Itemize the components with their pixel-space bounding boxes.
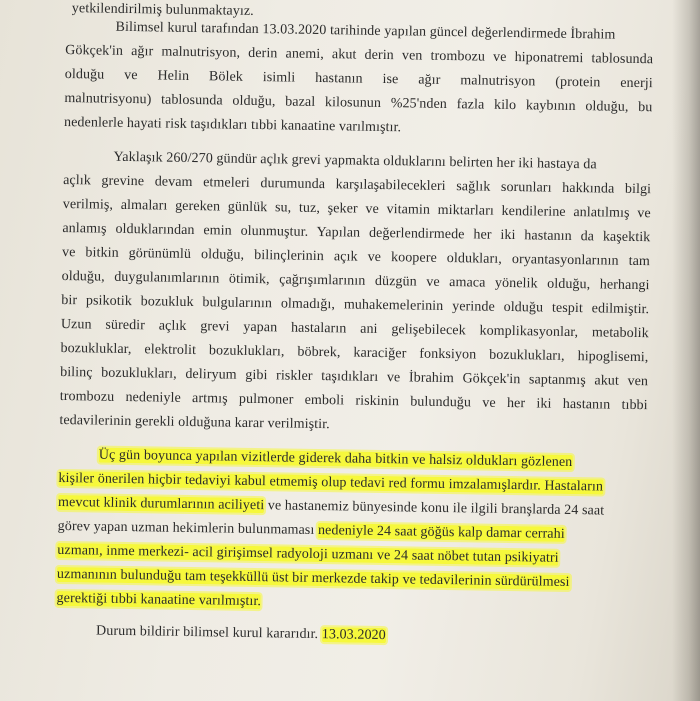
text-line: ve bitkin görünümlü olduğu, bilinçlerinin açık ve koopere oldukları, oryantasyonlarının tam [61,244,651,270]
text-line: Bilimsel kurul tarafından 13.03.2020 tarihinde yapılan güncel değerlendirmede İbrahim [115,19,616,43]
text-line: yetkilendirilmiş bulunmaktayız. [71,1,254,19]
document-text [56,0,656,644]
text-line: bozukluklar, elektrolit bozuklukları, böbrek, karaciğer fonksiyon bozuklukları, hipoglisemi, [60,340,649,366]
highlighted-text-line [99,447,573,472]
highlighted-text-line [58,470,603,497]
highlighted-text-line [57,566,570,592]
text-line: trombozu nedeniyle artmış pulmoner emboli riskinin bulunduğu ve her iki hastanın tıbbi [59,388,648,414]
text-line: Gökçek'in ağır malnutrisyon, derin anemi, akut derin ven trombozu ve hiponatremi tablosunda [65,42,654,68]
text-line: olduğu, duygulanımlarının ötimik, çağrışımlarının düzgün ve amaca yönelik olduğu, herhangi [61,268,650,294]
highlighted-text: gerektiği tıbbi kanaatine varılmıştır. [56,590,262,610]
page-edge-shadow [672,0,700,701]
text-line: verilmiş, almaları gereken günlük su, tuz, şeker ve vitamin miktarları kendilerine anlatılmış ve [62,196,651,222]
text-line: malnutrisyonu) tablosunda olduğu, bazal kilosunun %25'nden fazla kilo kaybının olduğu, bu [64,90,653,116]
plain-text: görev yapan uzman hekimlerin bulunmaması [57,518,319,539]
highlighted-text-line [58,518,565,544]
text-line: nedenlerle hayati risk taşıdıkları tıbbi kanaatine varılmıştır. [63,114,402,136]
highlighted-text: mevcut klinik durumlarının aciliyeti [57,494,265,514]
plain-text: Durum bildirir bilimsel kurul kararıdır. [95,623,322,643]
text-line: bilinç bozuklukları, deliryum gibi riskler taşıdıkları ve İbrahim Gökçek'in saptanmış akut ven [60,364,649,390]
highlighted-text: kişiler önerilen hiçbir tedaviyi kabul etmemiş olup tedavi red formu imzalamışlardır. Hastaların [58,470,604,495]
text-line: Yaklaşık 260/270 gündür açlık grevi yapmakta olduklarını belirten her iki hastaya da [113,149,597,173]
text-line: tedavilerinin gerekli olduğuna karar verilmiştir. [59,412,330,433]
highlighted-text-line [57,542,559,568]
text-line: açlık grevine devam etmeleri durumunda karşılaşabilecekleri sağlık sorunları hakkında bilgi [63,172,652,198]
highlighted-text: nedeniyle 24 saat göğüs kalp damar cerrahi [317,523,565,542]
highlighted-text-line [56,590,261,611]
text-line: Uzun süredir açlık grevi yapan hastaların ani gelişebilecek komplikasyonlar, metabolik [60,316,649,342]
highlighted-text: uzmanının bulunduğu tam teşekküllü üst bir merkezde takip ve tedavilerinin sürdürülmesi [56,566,570,590]
highlighted-text: 13.03.2020 [321,627,386,644]
text-line: olduğu ve Helin Bölek isimli hastanın ise ağır malnutrisyon (protein enerji [64,66,653,92]
highlighted-text: uzmanı, inme merkezi- acil girişimsel radyoloji uzmanı ve 24 saat nöbet tutan psikiyatri [57,542,559,566]
plain-text: ve hastanemiz bünyesinde konu ile ilgili branşlarda 24 saat [264,498,605,519]
highlighted-text: Üç gün boyunca yapılan vizitlerde giderek daha bitkin ve halsiz oldukları gözlenen [98,447,573,471]
highlighted-text-line [58,494,604,521]
highlighted-text-line [96,623,386,646]
text-line: anlamış olduklarından emin olunmuştur. Yapılan değerlendirmede her iki hastanın da kaşektik [62,220,651,246]
text-line: bir psikotik bozukluk bulgularının olmadığı, muhakemelerinin yerinde olduğu tespit edilmiştir. [61,292,650,318]
